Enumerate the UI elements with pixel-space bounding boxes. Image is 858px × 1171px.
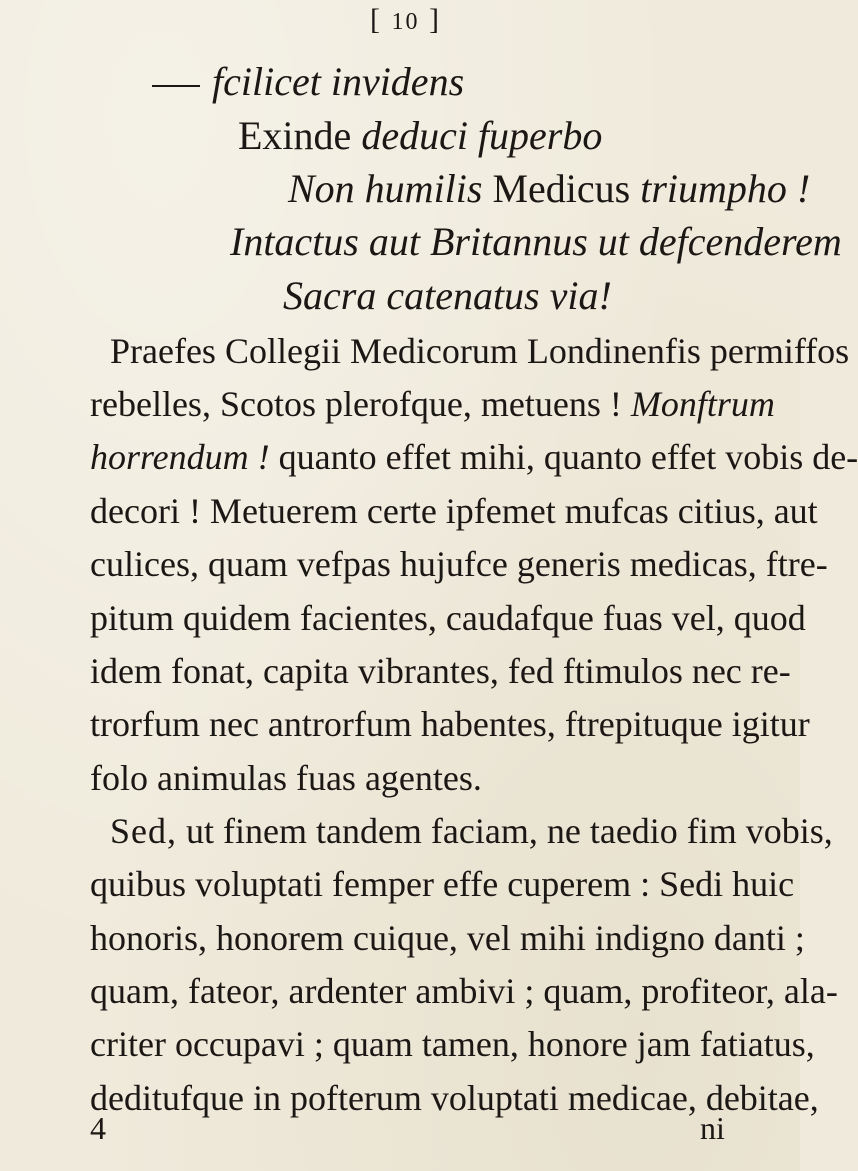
page-number — [370, 5, 441, 35]
verse-line-3 — [288, 166, 811, 211]
paragraph-2-line-3 — [90, 920, 805, 956]
verse-text: deduci fuperbo — [361, 113, 603, 158]
verse-text: fcilicet invidens — [212, 59, 465, 104]
verse-prefix: Exinde — [238, 113, 352, 158]
paragraph-2-line-2 — [90, 866, 794, 902]
line-italic: horrendum ! — [90, 437, 270, 477]
line-text: pitum quidem facientes, caudafque fuas vel, quod — [90, 598, 806, 638]
catchword: ni — [700, 1110, 725, 1146]
verse-dash — [152, 85, 200, 87]
verse-upright: Medicus — [492, 166, 631, 211]
line-text: decori ! Metuerem certe ipfemet mufcas citius, aut — [90, 491, 818, 531]
line-text: criter occupavi ; quam tamen, honore jam fatiatus, — [90, 1024, 815, 1064]
paragraph-1-line-6 — [90, 600, 806, 636]
line-text: Praefes Collegii Medicorum Londinenfis permiffos — [110, 331, 850, 371]
line-text: quanto effet mihi, quanto effet vobis de- — [278, 437, 858, 477]
line-text: folo animulas fuas agentes. — [90, 758, 482, 798]
line-text: deditufque in pofterum voluptati medicae, debitae, — [90, 1078, 819, 1118]
line-italic: Monftrum — [630, 384, 775, 424]
verse-line-1 — [152, 59, 465, 104]
verse-text: Sacra catenatus via! — [283, 273, 612, 318]
page-number-open-bracket: [ — [370, 3, 382, 36]
paragraph-2-line-4 — [90, 973, 838, 1009]
paragraph-1-line-5 — [90, 546, 828, 582]
page-number-value: 10 — [391, 9, 420, 35]
paragraph-1-line-9 — [90, 760, 482, 796]
signature-mark: 4 — [90, 1110, 106, 1146]
page-number-close-bracket: ] — [429, 3, 441, 36]
line-text: rebelles, Scotos plerofque, metuens ! — [90, 384, 622, 424]
verse-line-2 — [238, 113, 603, 158]
verse-text: Intactus aut Britannus ut defcenderem — [230, 219, 842, 264]
verse-prefix: Non humilis — [288, 166, 483, 211]
line-text: culices, quam vefpas hujufce generis medicas, ftre- — [90, 544, 828, 584]
paragraph-1-line-3 — [90, 439, 858, 475]
line-text: quam, fateor, ardenter ambivi ; quam, profiteor, ala- — [90, 971, 838, 1011]
line-text: idem fonat, capita vibrantes, fed ftimulos nec re- — [90, 651, 791, 691]
line-text: ut finem tandem faciam, ne taedio fim vobis, — [186, 811, 833, 851]
verse-line-4 — [230, 219, 842, 264]
paragraph-2-line-1 — [110, 813, 833, 849]
paragraph-1-line-7 — [90, 653, 791, 689]
paragraph-1-line-1 — [110, 333, 849, 369]
line-text: trorfum nec antrorfum habentes, ftrepituque igitur — [90, 704, 810, 744]
verse-line-5 — [283, 273, 612, 318]
line-smallcaps: Sed, — [110, 811, 177, 851]
paragraph-1-line-4 — [90, 493, 818, 529]
verse-text: triumpho ! — [640, 166, 811, 211]
paragraph-1-line-8 — [90, 706, 810, 742]
line-text: quibus voluptati femper effe cuperem : Sedi huic — [90, 864, 795, 904]
line-text: honoris, honorem cuique, vel mihi indigno danti ; — [90, 918, 805, 958]
paragraph-1-line-2 — [90, 386, 775, 422]
paragraph-2-line-5 — [90, 1026, 815, 1062]
